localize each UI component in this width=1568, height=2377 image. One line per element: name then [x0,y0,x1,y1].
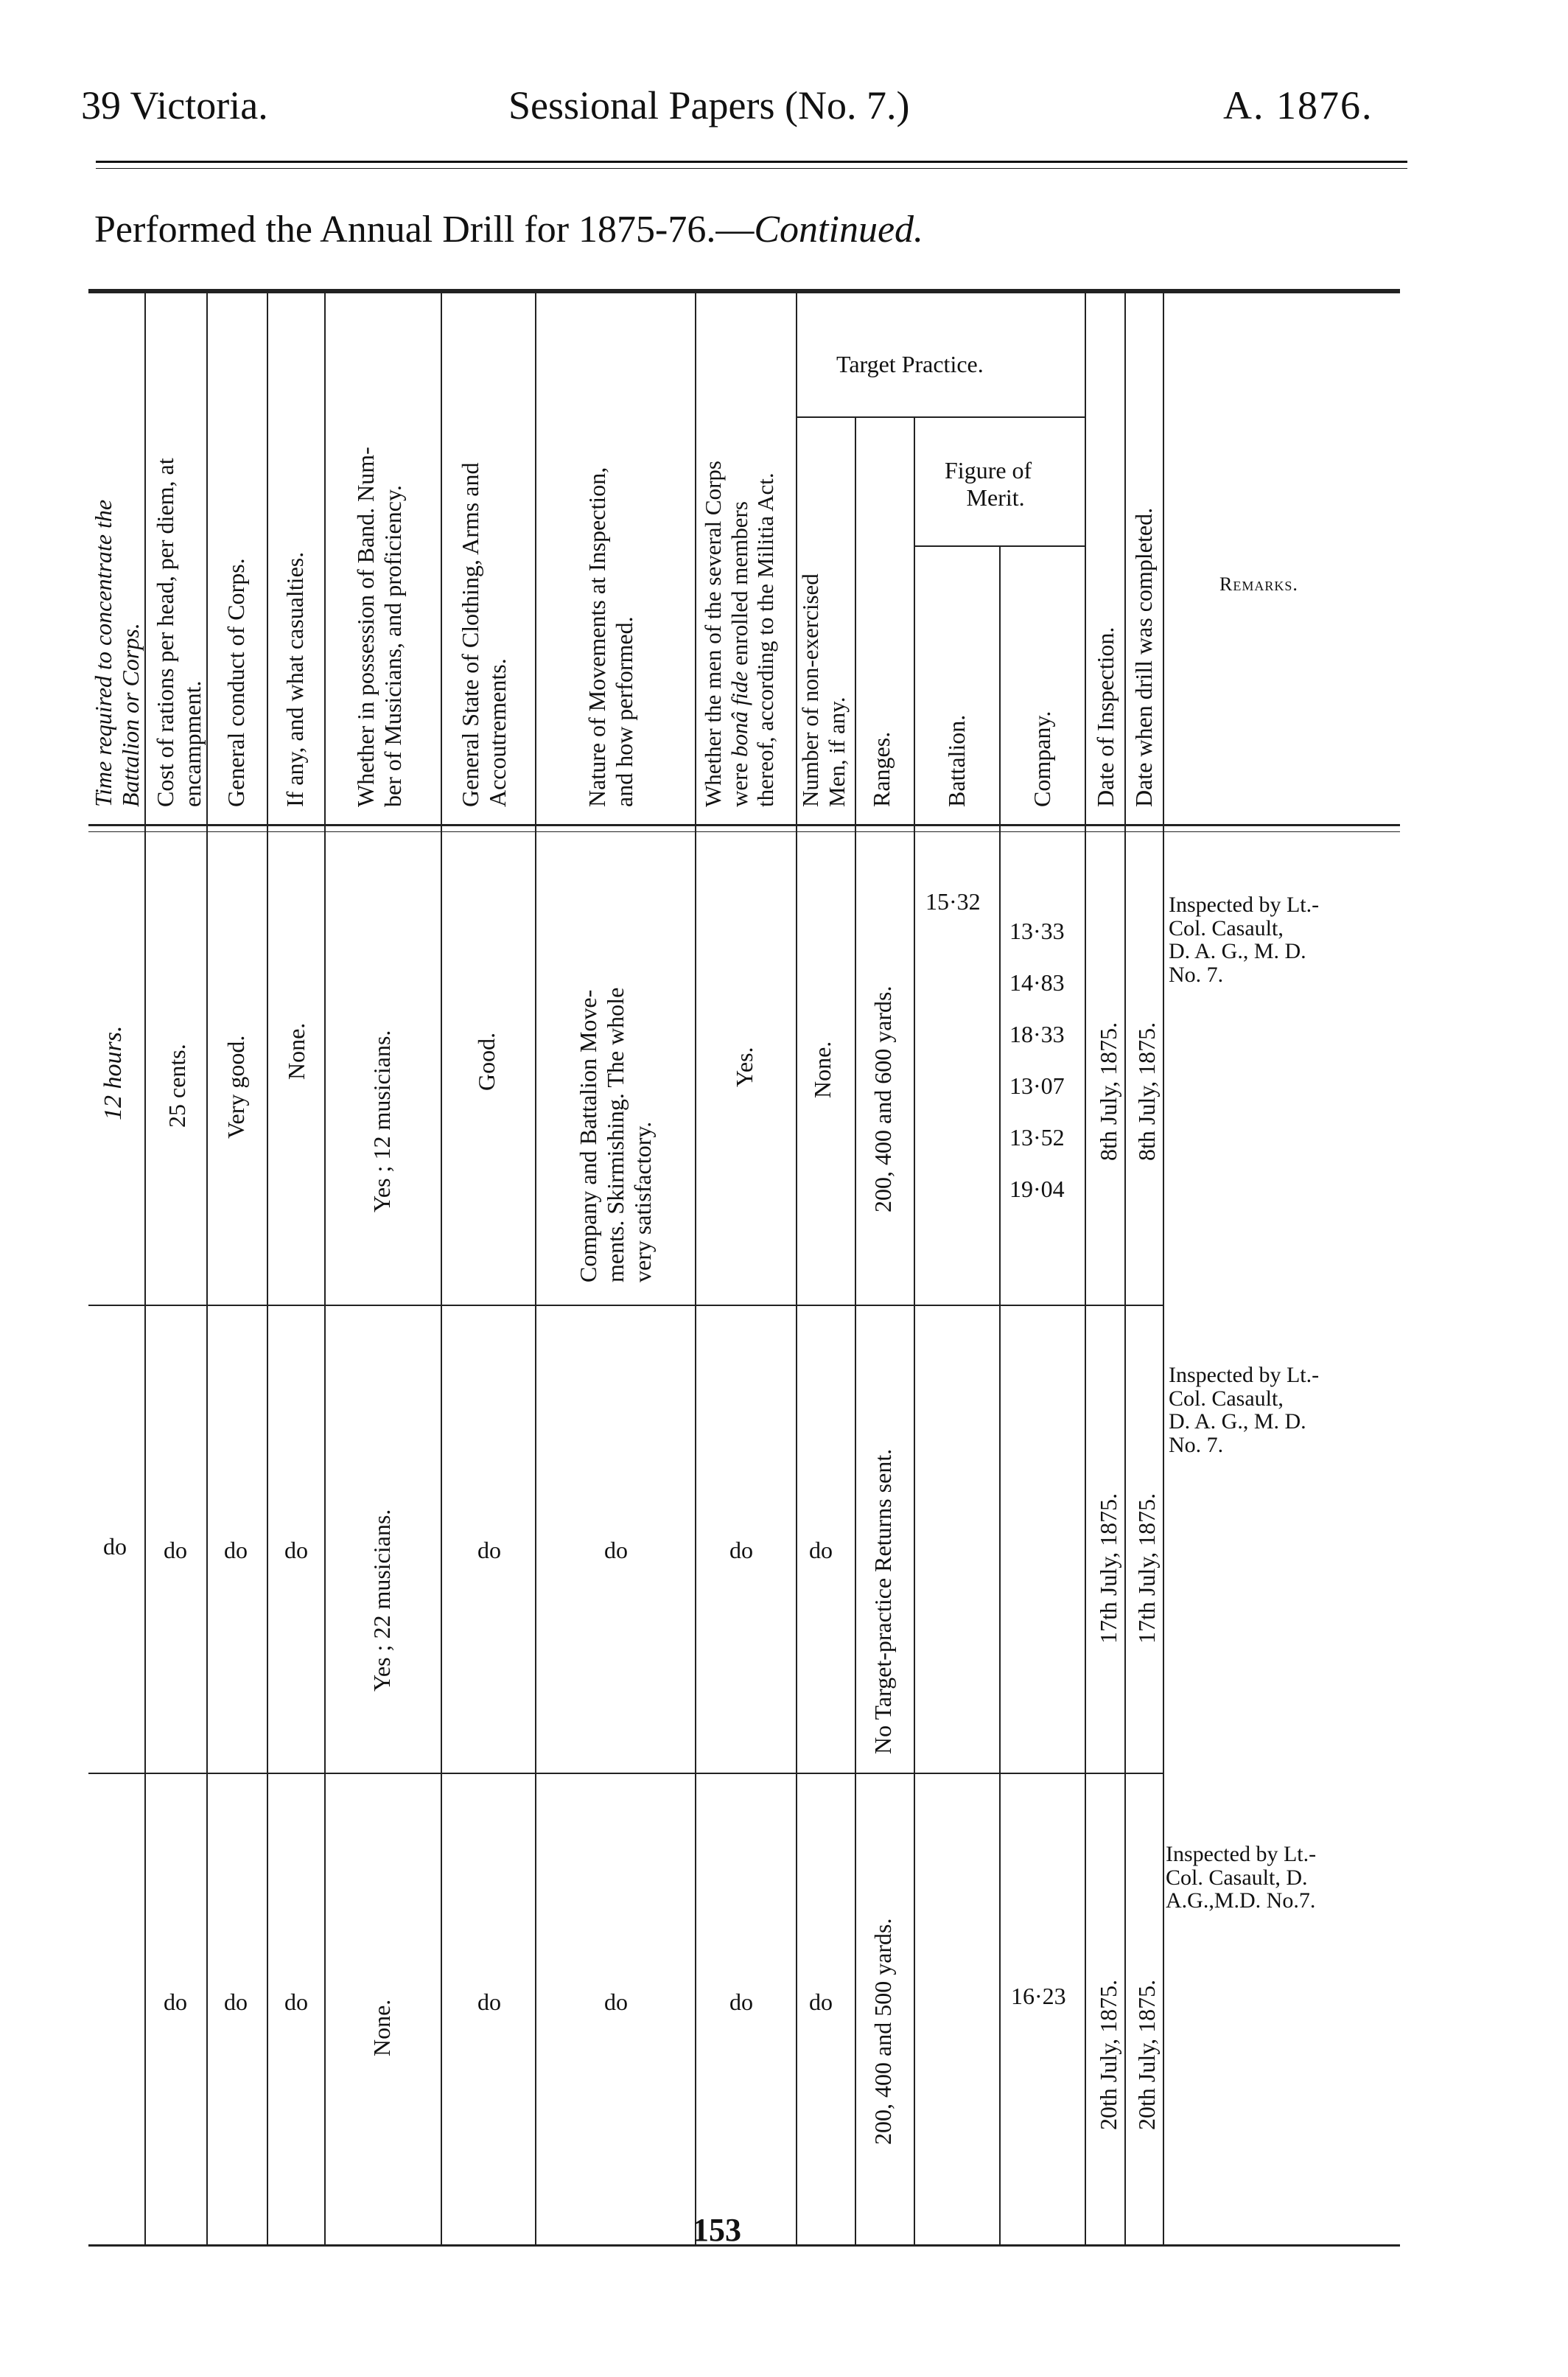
row2-remarks: Inspected by Lt.- Col. Casault, D. A. G., M. D. No. 7. [1169,1363,1320,1457]
row1-company-merit-1: 13·33 [1009,918,1065,944]
row-divider-1 [88,1305,1164,1306]
col-header-band: Whether in possession of Band. Num- ber of Musicians, and proficiency. [352,447,406,807]
row2-bonafide: do [729,1537,753,1563]
row2-conduct: do [224,1537,248,1563]
row2-clothing: do [477,1537,501,1563]
row3-cost: do [164,1989,187,2015]
col-header-cost: Cost of rations per head, per diem, at encampment. [152,458,206,807]
row1-company-merit-4: 13·07 [1009,1072,1065,1099]
row1-date-completed: 8th July, 1875. [1133,1022,1160,1161]
header-right: A. 1876. [1223,83,1373,128]
col-header-company: Company. [1029,711,1055,807]
row2-time: do [103,1533,127,1560]
row3-nonexercised: do [809,1989,833,2015]
row1-bonafide: Yes. [731,1047,757,1087]
row2-casualties: do [284,1537,308,1563]
header-left: 39 Victoria. [81,83,268,128]
row1-conduct: Very good. [223,1035,249,1139]
row1-cost: 25 cents. [164,1044,190,1128]
row1-date-inspection: 8th July, 1875. [1095,1022,1121,1161]
col-header-date-inspection: Date of Inspection. [1092,626,1119,807]
col-header-movements: Nature of Movements at Inspection, and how performed. [584,467,637,807]
row3-conduct: do [224,1989,248,2015]
row3-date-inspection: 20th July, 1875. [1095,1979,1121,2130]
row1-movements: Company and Battalion Move- ments. Skirmishing. The whole very satisfactory. [575,987,656,1282]
header-rule [96,161,1407,163]
col-header-conduct: General conduct of Corps. [223,558,249,807]
row1-company-merit-5: 13·52 [1009,1124,1065,1151]
row1-company-merit-3: 18·33 [1009,1021,1065,1047]
row1-band: Yes ; 12 musicians. [368,1030,395,1212]
row1-remarks: Inspected by Lt.- Col. Casault, D. A. G., M. D. No. 7. [1169,893,1320,987]
col-header-figure-of-merit: Figure of Merit. [945,457,1032,511]
row1-casualties: None. [283,1022,309,1080]
row3-movements: do [604,1989,628,2015]
col-header-date-completed: Date when drill was completed. [1130,507,1157,807]
row3-clothing: do [477,1989,501,2015]
row2-band: Yes ; 22 musicians. [368,1509,395,1692]
col-header-casualties: If any, and what casualties. [281,551,308,807]
col-header-battalion: Battalion. [943,714,970,807]
row2-nonexercised: do [809,1537,833,1563]
row-divider-2 [88,1773,1164,1774]
row2-ranges: No Target-practice Returns sent. [869,1448,896,1754]
page-subtitle: Performed the Annual Drill for 1875-76.—Continued. [94,209,924,251]
row3-company-merit: 16·23 [1011,1983,1066,2009]
table-bottom-rule [88,2244,1400,2247]
col-header-time: Time required to concentrate the Battalion or Corps. [90,499,144,807]
page-number: 153 [693,2212,741,2248]
table-top-rule [88,289,1400,293]
row1-time: 12 hours. [99,1025,127,1120]
row2-date-completed: 17th July, 1875. [1133,1493,1160,1644]
header-center: Sessional Papers (No. 7.) [508,83,910,128]
header-bottom-rule [88,824,1400,826]
row3-ranges: 200, 400 and 500 yards. [869,1918,896,2145]
col-header-nonexercised: Number of non-exercised Men, if any. [797,573,850,807]
col-header-clothing: General State of Clothing, Arms and Accoutrements. [457,462,511,807]
row1-ranges: 200, 400 and 600 yards. [869,985,896,1212]
row1-clothing: Good. [473,1032,500,1091]
col-header-target-practice: Target Practice. [836,351,984,377]
col-header-remarks: Remarks. [1219,573,1298,595]
row3-date-completed: 20th July, 1875. [1133,1979,1160,2130]
row1-company-merit-2: 14·83 [1009,969,1065,996]
row3-casualties: do [284,1989,308,2015]
row1-nonexercised: None. [809,1041,836,1098]
row3-remarks: Inspected by Lt.- Col. Casault, D. A.G.,M.D. No.7. [1166,1842,1317,1913]
col-header-ranges: Ranges. [868,731,895,807]
row3-band: None. [368,1999,395,2056]
row3-bonafide: do [729,1989,753,2015]
row1-company-merit-6: 19·04 [1009,1176,1065,1202]
row2-cost: do [164,1537,187,1563]
row2-movements: do [604,1537,628,1563]
row2-date-inspection: 17th July, 1875. [1095,1493,1121,1644]
col-header-bonafide: Whether the men of the several Corps were bonâ fide enrolled members thereof, according to the Militia Act. [700,461,779,807]
row1-battalion-merit: 15·32 [925,888,981,915]
header-rule-thin [96,168,1407,169]
